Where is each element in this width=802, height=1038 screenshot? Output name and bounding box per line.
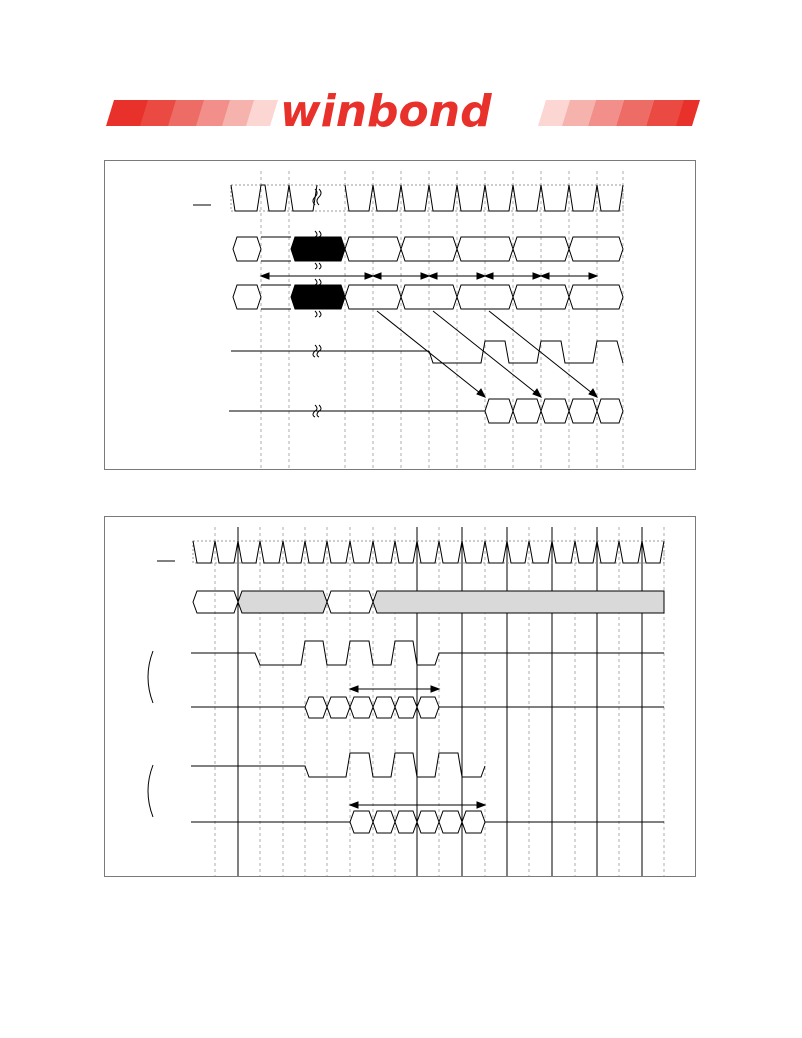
- bus-waveform-1: [233, 237, 623, 261]
- brand-wordmark: winbond: [280, 88, 492, 134]
- latency-arrows: [377, 311, 597, 397]
- group-bracket-2: [148, 765, 153, 817]
- strobe-waveform-2b: [191, 753, 485, 777]
- strobe-waveform: [231, 341, 623, 363]
- timing-diagram-2-svg: [105, 517, 697, 878]
- timing-diagram-1: [104, 160, 696, 470]
- strobe-waveform-2a: [191, 641, 664, 665]
- logo-left-stripes: [106, 100, 278, 126]
- group-bracket-1: [148, 651, 153, 703]
- timing-diagram-2: [104, 516, 696, 877]
- winbond-logo: [100, 88, 700, 134]
- clock-waveform: [231, 185, 623, 211]
- clock-waveform-2: [193, 541, 664, 563]
- bus-waveform-2: [233, 285, 623, 309]
- burst-arrow-1: [350, 686, 439, 692]
- data-waveform-2b: [191, 811, 664, 833]
- data-waveform: [229, 399, 623, 423]
- data-waveform-2a: [191, 697, 664, 718]
- dashed-guides: [261, 171, 623, 469]
- command-bus-2: [193, 591, 664, 613]
- logo-right-stripes: [538, 100, 700, 126]
- timing-diagram-1-svg: [105, 161, 697, 471]
